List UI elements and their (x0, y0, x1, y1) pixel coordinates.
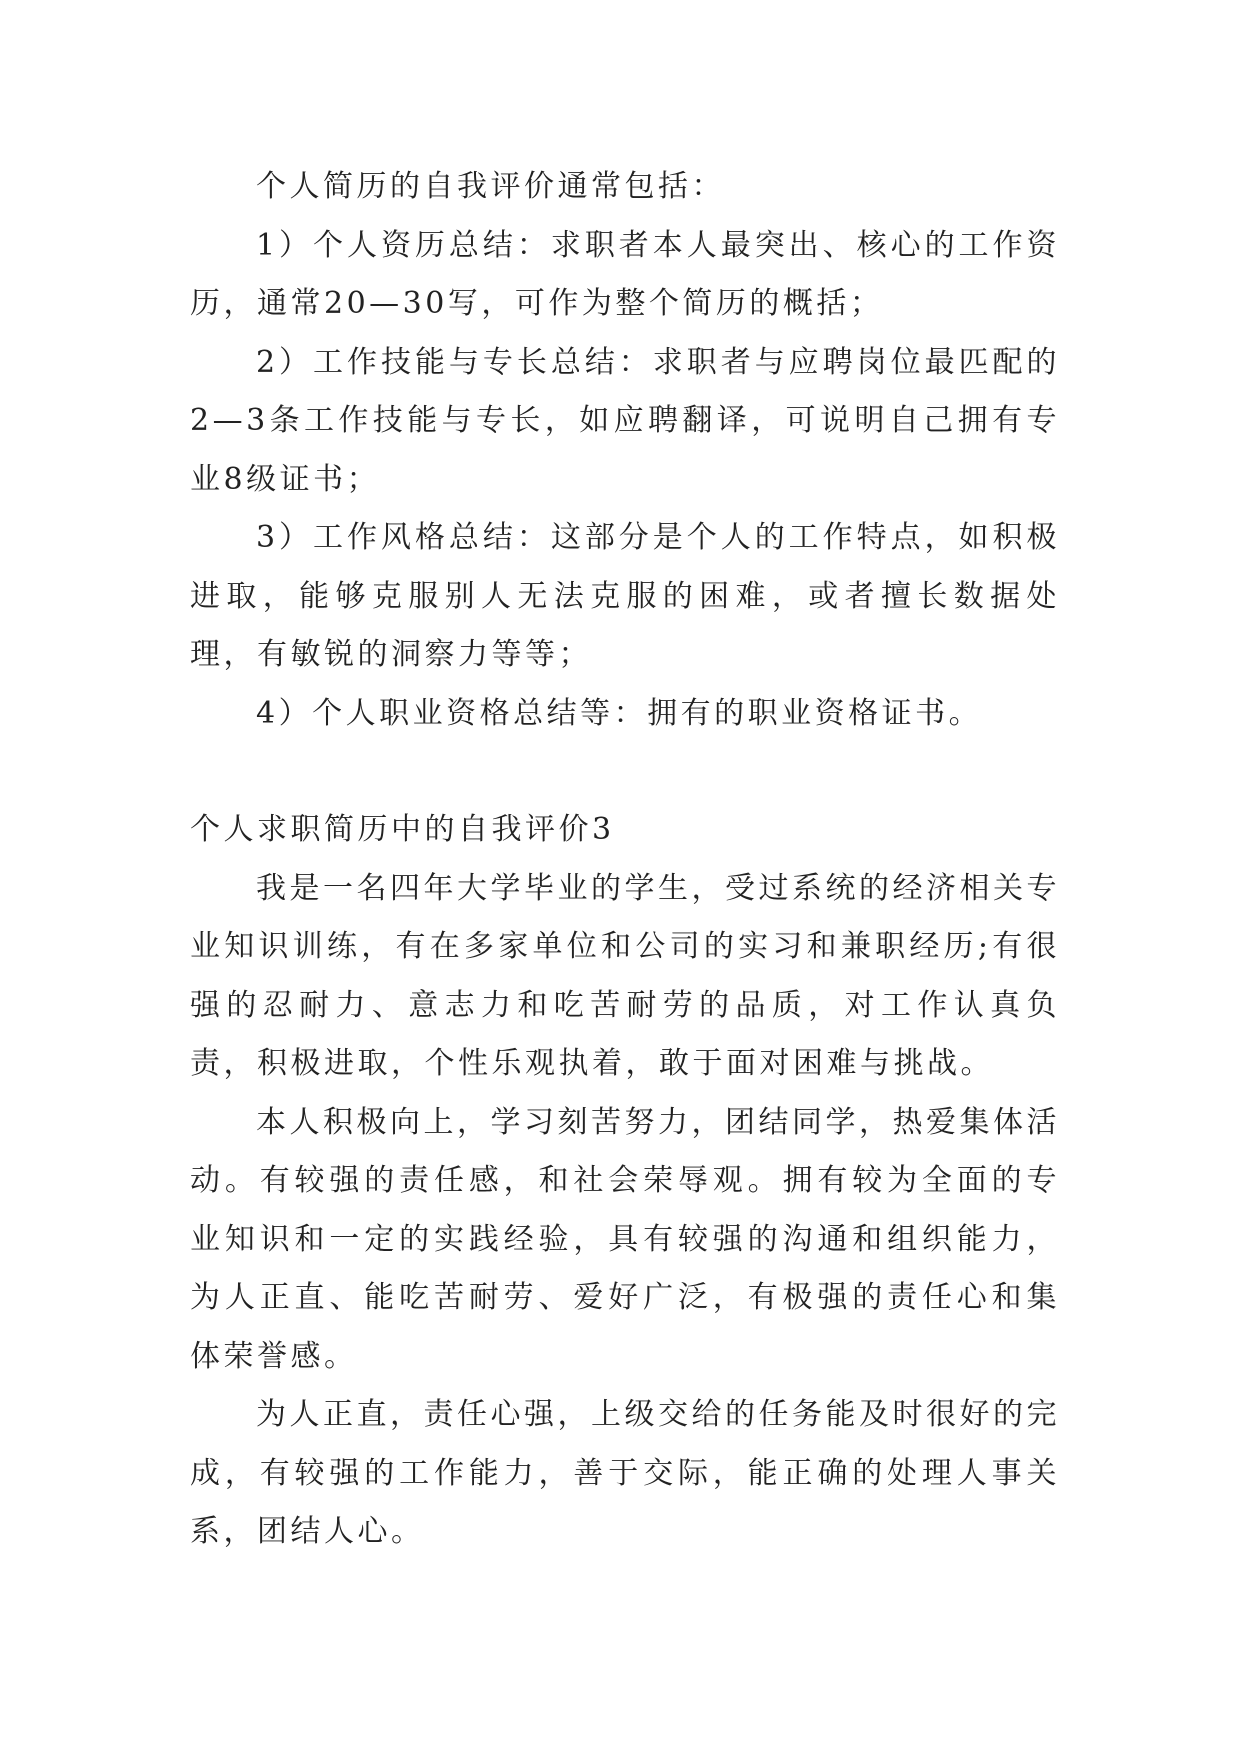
section-spacer (190, 743, 1060, 801)
document-body (190, 158, 1060, 1562)
section-a-item-1: 1）个人资历总结：求职者本人最突出、核心的工作资历，通常20—30写，可作为整个简历的概括； (190, 227, 1060, 321)
section-a-item-4: 4）个人职业资格总结等：拥有的职业资格证书。 (256, 695, 983, 731)
section-a-item-3: 3）工作风格总结：这部分是个人的工作特点，如积极进取，能够克服别人无法克服的困难，或者擅长数据处理，有敏锐的洞察力等等； (190, 520, 1060, 672)
section-b-paragraph-1: 我是一名四年大学毕业的学生，受过系统的经济相关专业知识训练，有在多家单位和公司的实习和兼职经历;有很强的忍耐力、意志力和吃苦耐劳的品质，对工作认真负责，积极进取，个性乐观执着，敢于面对困难与挑战。 (190, 870, 1060, 1081)
section-b-heading: 个人求职简历中的自我评价3 (190, 812, 615, 847)
section-a-intro: 个人简历的自我评价通常包括： (256, 169, 725, 204)
section-b-paragraph-3: 为人正直，责任心强，上级交给的任务能及时很好的完成，有较强的工作能力，善于交际，能正确的处理人事关系，团结人心。 (190, 1397, 1060, 1549)
section-b-paragraph-2: 本人积极向上，学习刻苦努力，团结同学，热爱集体活动。有较强的责任感，和社会荣辱观。拥有较为全面的专业知识和一定的实践经验，具有较强的沟通和组织能力，为人正直、能吃苦耐劳、爱好广泛，有极强的责任心和集体荣誉感。 (190, 1104, 1060, 1374)
section-a-item-2: 2）工作技能与专长总结：求职者与应聘岗位最匹配的2—3条工作技能与专长，如应聘翻译，可说明自己拥有专业8级证书； (190, 344, 1060, 497)
